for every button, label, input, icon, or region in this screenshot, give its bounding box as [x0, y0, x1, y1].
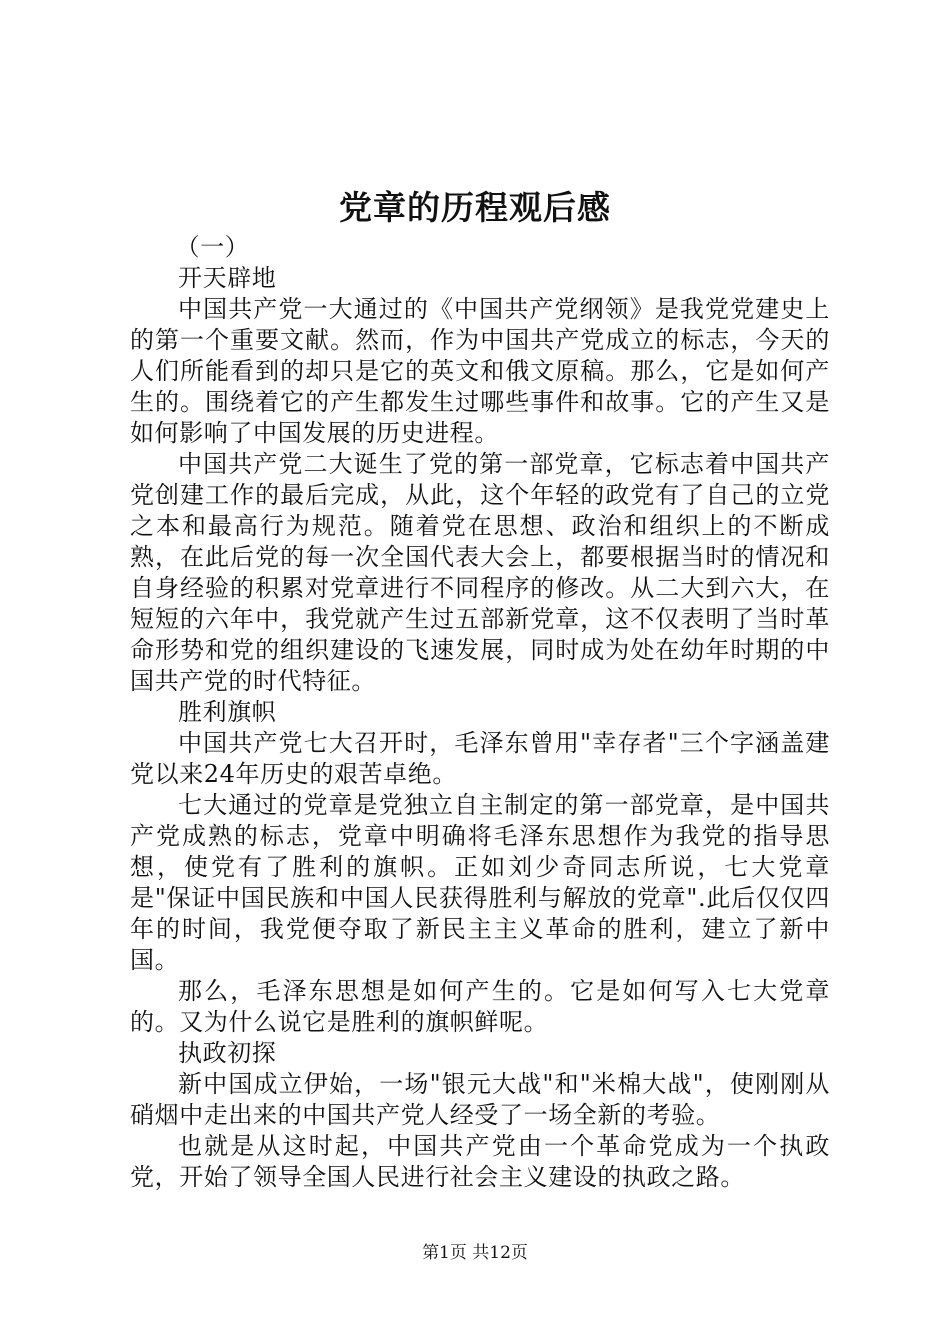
- paragraph: 那么，毛泽东思想是如何产生的。它是如何写入七大党章的。又为什么说它是胜利的旗帜鲜呢。: [130, 977, 830, 1036]
- page-footer: 第1页 共12页: [422, 1243, 528, 1263]
- paragraph: 中国共产党二大诞生了党的第一部党章，它标志着中国共产党创建工作的最后完成，从此，这个年轻的政党有了自己的立党之本和最高行为规范。随着党在思想、政治和组织上的不断成熟，在此后党的每一次全国代表大会上，都要根据当时的情况和自身经验的积累对党章进行不同程序的修改。从二大到六大，在短短的六年中，我党就产生过五部新党章，这不仅表明了当时革命形势和党的组织建设的飞速发展，同时成为处在幼年时期的中国共产党的时代特征。: [130, 450, 830, 695]
- document-title: 党章的历程观后感: [339, 188, 611, 227]
- paragraph: 新中国成立伊始，一场"银元大战"和"米棉大战"，使刚刚从硝烟中走出来的中国共产党人经受了一场全新的考验。: [130, 1070, 830, 1129]
- paragraph: 中国共产党一大通过的《中国共产党纲领》是我党党建史上的第一个重要文献。然而，作为中国共产党成立的标志，今天的人们所能看到的却只是它的英文和俄文原稿。那么，它是如何产生的。围绕着它的产生都发生过哪些事件和故事。它的产生又是如何影响了中国发展的历史进程。: [130, 295, 830, 447]
- paragraph: 也就是从这时起，中国共产党由一个革命党成为一个执政党，开始了领导全国人民进行社会主义建设的执政之路。: [130, 1132, 830, 1191]
- section-heading-zhizheng: 执政初探: [178, 1039, 277, 1067]
- document-body: [130, 232, 830, 1193]
- section-heading-shengli: 胜利旗帜: [178, 698, 277, 726]
- paragraph: 七大通过的党章是党独立自主制定的第一部党章，是中国共产党成熟的标志，党章中明确将毛泽东思想作为我党的指导思想，使党有了胜利的旗帜。正如刘少奇同志所说，七大党章是"保证中国民族和中国人民获得胜利与解放的党章".此后仅仅四年的时间，我党便夺取了新民主主义革命的胜利，建立了新中国。: [130, 791, 830, 974]
- section-number: （一）: [175, 233, 250, 261]
- section-heading-kaitian: 开天辟地: [178, 264, 277, 292]
- paragraph: 中国共产党七大召开时，毛泽东曾用"幸存者"三个字涵盖建党以来24年历史的艰苦卓绝。: [130, 729, 830, 788]
